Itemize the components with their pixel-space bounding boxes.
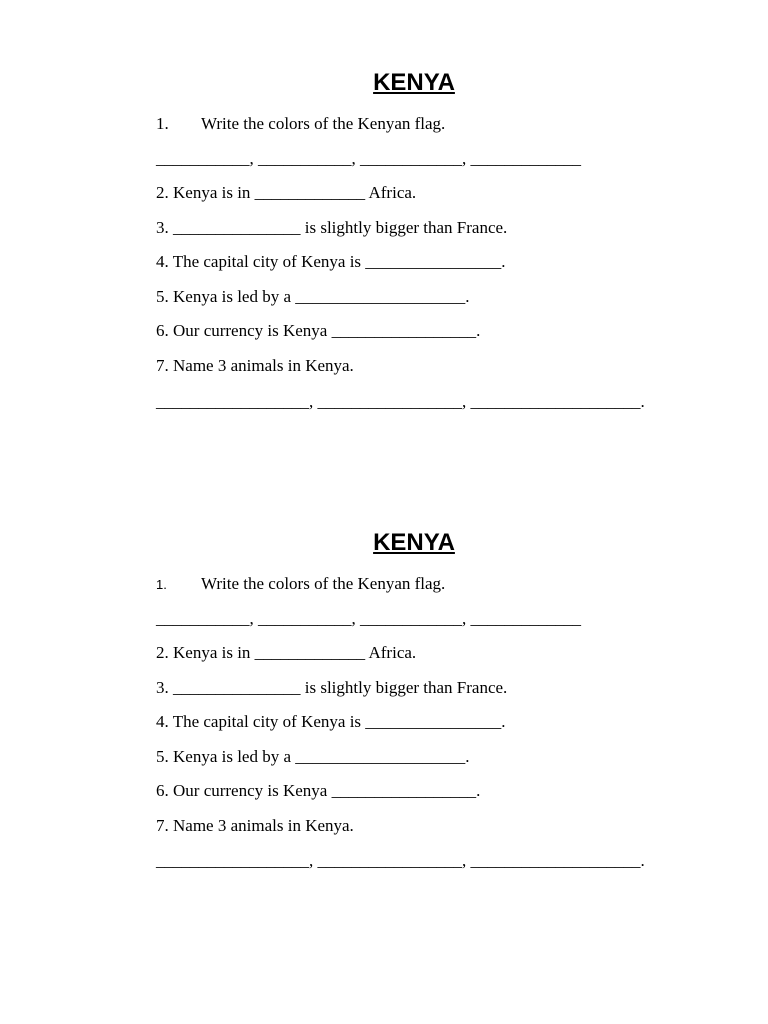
worksheet-2-question-3: 3. _______________ is slightly bigger than France. <box>156 678 508 697</box>
worksheet-2-question-5: 5. Kenya is led by a ____________________. <box>156 747 470 766</box>
worksheet-2-question-1-blanks: ___________, ___________, ____________, _____________ <box>156 609 581 628</box>
worksheet-2-question-7: 7. Name 3 animals in Kenya. <box>156 816 354 835</box>
worksheet-1-question-1 <box>156 114 445 134</box>
worksheet-2-question-2: 2. Kenya is in _____________ Africa. <box>156 643 417 662</box>
worksheet-1-question-3: 3. _______________ is slightly bigger than France. <box>156 218 508 237</box>
worksheet-2-title: KENYA <box>373 529 455 556</box>
worksheet-1-question-1-blanks: ___________, ___________, ____________, _____________ <box>156 149 581 168</box>
question-1-text: Write the colors of the Kenyan flag. <box>201 114 446 133</box>
worksheet-2-question-7-blanks: __________________, _________________, ____________________. <box>156 851 645 870</box>
worksheet-1-question-2: 2. Kenya is in _____________ Africa. <box>156 183 417 202</box>
worksheet-1-question-4: 4. The capital city of Kenya is ________________. <box>156 252 506 271</box>
question-1-number: 1. <box>156 114 169 133</box>
worksheet-2-question-6: 6. Our currency is Kenya _________________. <box>156 781 481 800</box>
worksheet-1-question-7: 7. Name 3 animals in Kenya. <box>156 356 354 375</box>
question-1-text: Write the colors of the Kenyan flag. <box>201 574 446 593</box>
worksheet-2-question-4: 4. The capital city of Kenya is ________________. <box>156 712 506 731</box>
worksheet-1-question-5: 5. Kenya is led by a ____________________. <box>156 287 470 306</box>
worksheet-2-question-1 <box>156 574 445 595</box>
worksheet-1-title: KENYA <box>373 69 455 96</box>
question-1-number: 1. <box>156 577 167 592</box>
worksheet-1-question-6: 6. Our currency is Kenya _________________. <box>156 321 481 340</box>
worksheet-1-question-7-blanks: __________________, _________________, ____________________. <box>156 392 645 411</box>
